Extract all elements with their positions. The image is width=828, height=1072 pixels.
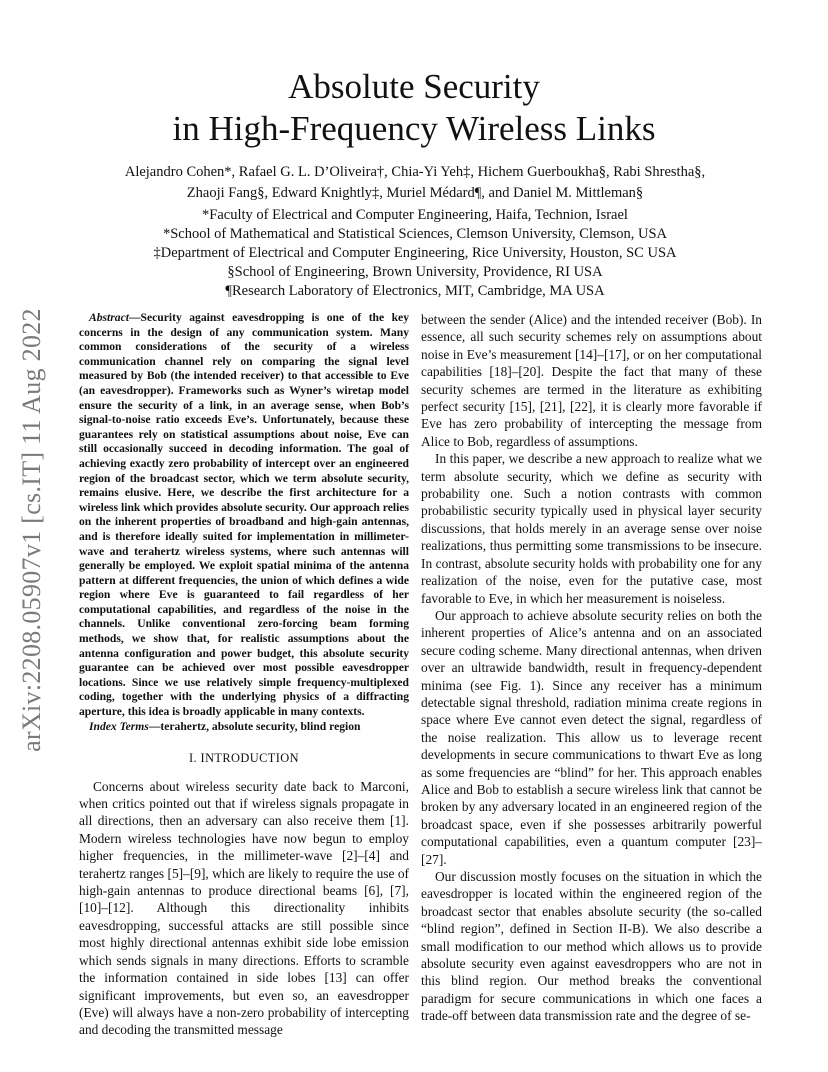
left-column <box>79 311 409 1039</box>
abstract-label: Abstract <box>89 311 129 324</box>
section-heading-introduction: I. INTRODUCTION <box>189 751 299 766</box>
arxiv-stamp-text: arXiv:2208.05907v1 [cs.IT] 11 Aug 2022 <box>17 308 46 752</box>
index-terms <box>79 720 409 735</box>
title-line-1: Absolute Security <box>288 67 540 106</box>
abstract <box>79 311 409 720</box>
abstract-text: —Security against eavesdropping is one of the key concerns in the design of any communication system. Many common considerations of the security of a wireless communication channel rely on comparing the signal level measured by Bob (the intended receiver) to that accessible to Eve (an eavesdropper). Frameworks such as Wyner’s wiretap model ensure the security of a link, in an average sense, when Bob’s signal-to-noise ratio exceeds Eve’s. Unfortunately, because these guarantees rely on statistical assumptions about noise, Eve can still occasionally succeed in decoding information. The goal of achieving exactly zero probability of intercept over an engineered region of the broadcast sector, which we term absolute security, remains elusive. Here, we describe the first architecture for a wireless link which provides absolute security. Our approach relies on the inherent properties of broadband and high-gain antennas, and is therefore ideally suited for implementation in millimeter-wave and terahertz wireless systems, where such antennas will generally be employed. We exploit spatial minima of the antenna pattern at different frequencies, the union of which defines a wide region where Eve is guaranteed to fail regardless of her computational capabilities, and regardless of the noise in the channels. Unlike conventional zero-forcing beam forming methods, we show that, for realistic assumptions about the antenna configuration and power budget, this absolute security guarantee can be achieved over most possible eavesdropper locations. Since we use relatively simple frequency-multiplexed coding, together with the underlying physics of a diffracting aperture, this idea is broadly applicable in many contexts. <box>79 311 409 719</box>
affiliation-brown: §School of Engineering, Brown University, Providence, RI USA <box>227 264 603 280</box>
intro-paragraph-continued: between the sender (Alice) and the intended receiver (Bob). In essence, all such security schemes rely on assumptions about noise in Eve’s measurement [14]–[17], or on her computational capabilities [18]–[20]. Despite the fact that many of these security schemes are termed in the literature as exhibiting perfect security [15], [21], [22], it is clearly more favorable if Eve has zero probability of intercepting the message from Alice to Bob, regardless of assumptions. <box>421 312 762 449</box>
intro-paragraph-2: In this paper, we describe a new approach to realize what we term absolute security, which we define as security with probability one. Such a notion contrasts with common probabilistic security typically used in physical layer security discussions, that holds merely in an average sense over noise realizations, thus permitting some transmissions to be insecure. In contrast, absolute security holds with probability one for any realization of the noise, even for the putative case, most favorable to Eve, in which her measurement is noiseless. <box>421 451 762 606</box>
author-list <box>90 162 740 204</box>
intro-paragraph-3: Our approach to achieve absolute security relies on both the inherent properties of Alice’s antenna and on an associated secure coding scheme. Many directional antennas, when driven over an ultrawide bandwidth, result in frequency-dependent minima (see Fig. 1). Since any receiver has a minimum detectable signal threshold, radiation minima create regions in space where Eve cannot even detect the signal, regardless of the noise realization. This allow us to leverage recent developments in secure communications to thwart Eve as long as some frequencies are “blind” for her. This approach enables Alice and Bob to establish a secure wireless link that cannot be broken by any adversary located in an engineered region of the broadcast space, even if she possesses arbitrarily powerful computational capabilities, even a quantum computer [23]–[27]. <box>421 607 762 867</box>
affiliation-clemson: *School of Mathematical and Statistical Sciences, Clemson University, Clemson, USA <box>162 226 668 242</box>
paper-title <box>0 66 828 150</box>
authors-line-1: Alejandro Cohen*, Rafael G. L. D’Oliveira†, Chia-Yi Yeh‡, Hichem Guerboukha§, Rabi Shrestha§, <box>124 164 706 180</box>
index-terms-text: —terahertz, absolute security, blind region <box>148 719 361 733</box>
intro-paragraph-4: Our discussion mostly focuses on the situation in which the eavesdropper is located within the engineered region of the broadcast sector that enables absolute security (the so-called “blind region”, defined in Section II-B). We also describe a small modification to our method which allows us to provide absolute security even against eavesdroppers who are not in this blind region. Our method breaks the conventional paradigm for secure communications in which one faces a trade-off between data transmission rate and the degree of se- <box>421 869 762 1024</box>
affiliations <box>90 206 740 301</box>
index-terms-label: Index Terms <box>89 719 149 733</box>
right-column <box>421 311 762 1025</box>
affiliation-mit: ¶Research Laboratory of Electronics, MIT, Cambridge, MA USA <box>225 283 605 299</box>
title-line-2: in High-Frequency Wireless Links <box>172 109 656 148</box>
intro-paragraph-1: Concerns about wireless security date back to Marconi, when critics pointed out that if wireless signals propagate in all directions, then an adversary can also receive them [1]. Modern wireless technologies have now begun to employ higher frequencies, in the millimeter-wave [2]–[4] and terahertz ranges [5]–[9], which are likely to require the use of high-gain antennas to produce directional beams [6], [7], [10]–[12]. Although this directionality inhibits eavesdropping, successful attacks are still possible since most highly directional antennas exhibit side lobe emission which sends signals in many directions. Efforts to scramble the information contained in side lobes [13] can offer significant improvements, but even so, an eavesdropper (Eve) will always have a non-zero probability of intercepting and decoding the transmitted message <box>79 778 409 1038</box>
authors-line-2: Zhaoji Fang§, Edward Knightly‡, Muriel Médard¶, and Daniel M. Mittleman§ <box>186 185 644 201</box>
affiliation-technion: *Faculty of Electrical and Computer Engineering, Haifa, Technion, Israel <box>202 207 628 223</box>
affiliation-rice: ‡Department of Electrical and Computer Engineering, Rice University, Houston, SC USA <box>153 245 677 261</box>
arxiv-stamp <box>14 300 50 760</box>
